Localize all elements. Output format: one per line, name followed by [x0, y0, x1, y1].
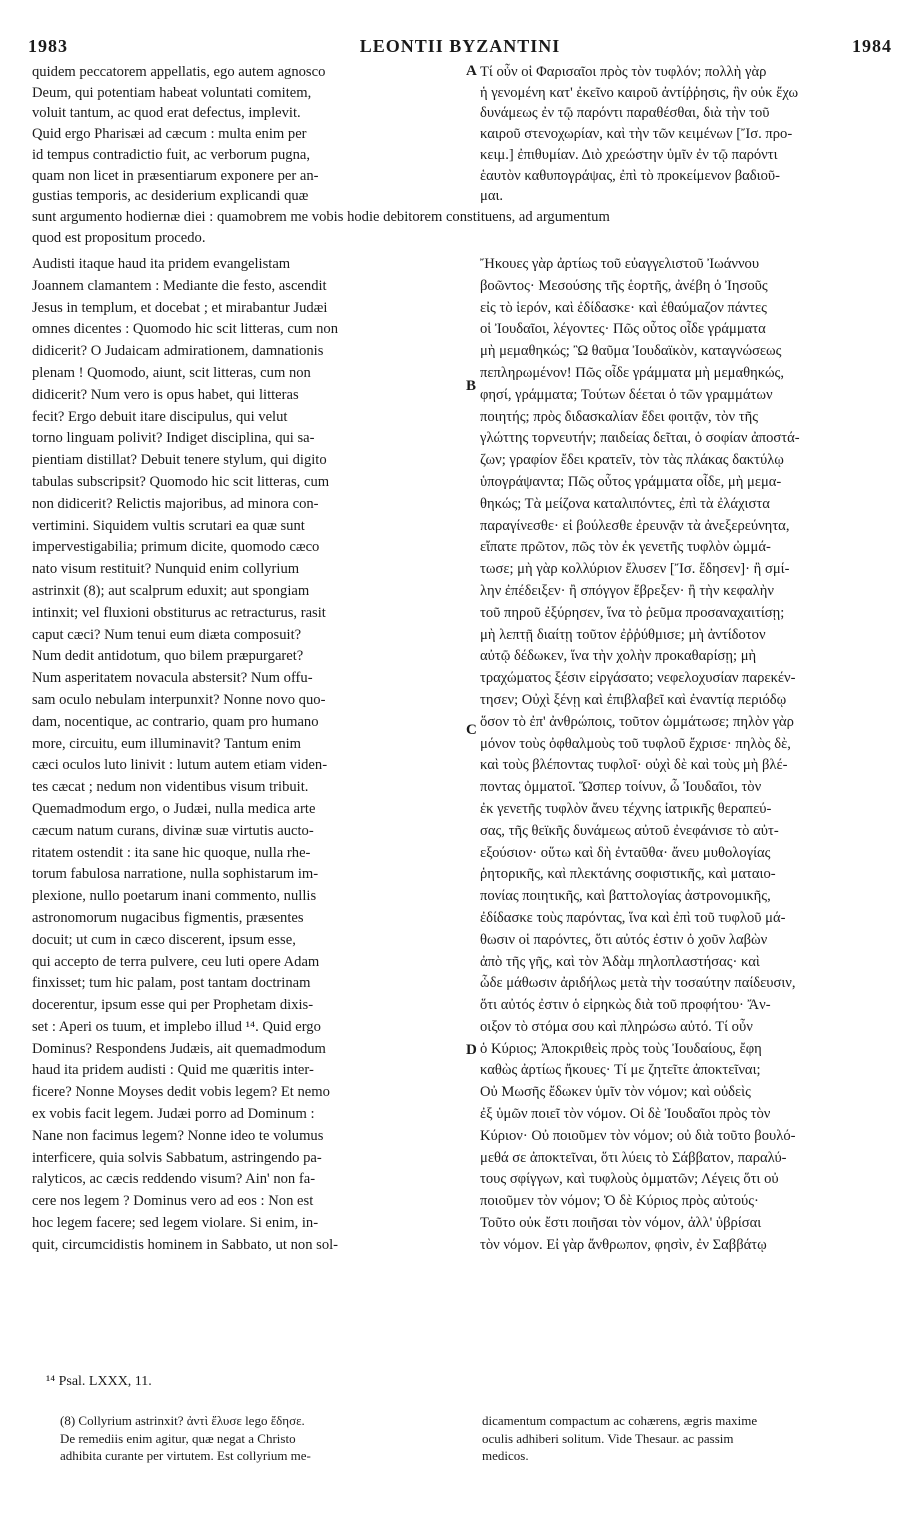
text-line: Ἤκουες γὰρ ἀρτίως τοῦ εὐαγγελιστοῦ Ἰωάννου [480, 256, 760, 272]
text-line: τους σφίγγων, καὶ τυφλοὺς ὀμματῶν; Λέγεις ὅτι οὐ [480, 1171, 779, 1188]
footnote-line: dicamentum compactum ac cohærens, ægris maxime [482, 1413, 758, 1428]
latin-intro-column [32, 62, 462, 207]
text-line: τησεν; Οὐχὶ ξένῃ καὶ ἐπιβλαβεῖ καὶ ἐναντίᾳ περιόδῳ [480, 691, 787, 708]
scripture-reference-footnote: ¹⁴ Psal. LXXX, 11. [46, 1374, 152, 1389]
text-line: intinxit; vel fluxioni obstiturus ac retracturus, rasit [32, 604, 326, 621]
margin-letter-a: A [466, 63, 477, 79]
text-line: set : Aperi os tuum, et implebo illud ¹⁴. Quid ergo [32, 1018, 321, 1035]
text-line: interficere, quia solvis Sabbatum, astringendo pa- [32, 1149, 322, 1166]
page-number-left: 1983 [28, 36, 68, 56]
latin-main-column [32, 254, 462, 1257]
latin-intro-end [32, 228, 462, 249]
text-line: gustias temporis, ac desiderium explicandi quæ [32, 188, 309, 205]
text-line: Οὐ Μωσῆς ἔδωκεν ὑμῖν τὸν νόμον; καὶ οὐδεὶς [480, 1084, 751, 1101]
text-line: haud ita pridem audisti : Quid me quæritis inter- [32, 1062, 314, 1079]
greek-main-column [480, 254, 910, 1257]
text-line: ἀπὸ τῆς γῆς, καὶ τὸν Ἀδὰμ πηλοπλαστήσας· καὶ [480, 953, 760, 970]
text-line: quit, circumcidistis hominem in Sabbato, ut non sol- [32, 1236, 339, 1253]
text-line: μόνον τοὺς ὀφθαλμοὺς τοῦ τυφλοῦ ἔχρισε· πηλὸς δὲ, [480, 735, 791, 752]
text-line: ὁ Κύριος; Ἀποκριθεὶς πρὸς τοὺς Ἰουδαίους, ἔφη [480, 1040, 762, 1057]
text-line: τραχώματος ξέσιν εἰργάσατο; νεφελοχυσίαν παρεκέν- [480, 670, 796, 687]
text-line: cæcum natum curans, divinæ suæ virtutis aucto- [32, 822, 314, 839]
text-line: ὅσον τὸ ἐπ' ἀνθρώποις, τοῦτον ὠμμάτωσε; πηλὸν γὰρ [480, 713, 794, 730]
text-line: οιξον τὸ στόμα σου καὶ πληρώσω αὐτό. Τί οὖν [480, 1018, 753, 1035]
text-line: φησί, γράμματα; Τούτων δέεται ὁ τῶν γραμμάτων [480, 386, 773, 403]
margin-letter-c: C [466, 722, 477, 738]
text-line: ralyticos, ac cæcis reddendo visum? Ain' non fa- [32, 1171, 316, 1188]
text-line: βοῶντος· Μεσούσης τῆς ἑορτῆς, ἀνέβη ὁ Ἰησοῦς [480, 277, 768, 294]
text-line: τὸν νόμον. Εἰ γὰρ ἄνθρωπον, φησὶν, ἐν Σαββάτῳ [480, 1236, 767, 1253]
text-line: plexione, nullo poetarum inani commento, nullis [32, 888, 317, 905]
text-line: plenam ! Quomodo, aiunt, scit litteras, cum non [32, 364, 311, 381]
text-line: ῥητορικῆς, καὶ πλεκτάνης σοφιστικῆς, καὶ ματαιο- [480, 866, 776, 883]
text-line: τοῦ πηροῦ ἐξύρησεν, ἵνα τὸ ῥεῦμα προσαναχαιτίσῃ; [480, 604, 785, 621]
margin-letter-b: B [466, 378, 477, 394]
text-line: ἑαυτὸν καθυπογράψας, ἐπὶ τὸ προκείμενον βαδιοῦ- [480, 167, 780, 184]
text-line: Τί οὖν οἱ Φαρισαῖοι πρὸς τὸν τυφλόν; πολλὴ γὰρ [480, 64, 767, 80]
text-line: ἡ γενομένη κατ' ἐκεῖνο καιροῦ ἀντίῤῥησις, ἣν οὐκ ἔχω [480, 84, 799, 101]
text-line: sam oculo nebulam interpunxit? Nonne novo quo- [32, 691, 326, 708]
text-line: ex vobis facit legem. Judæi porro ad Dominum : [32, 1106, 315, 1123]
greek-intro-column [480, 62, 910, 207]
text-line: docuit; ut cum in cæco discerent, ipsum esse, [32, 931, 296, 948]
text-line: qui accepto de terra pulvere, ceu luti opere Adam [32, 953, 320, 970]
text-line: γλώττης τορνευτήν; παιδείας δεῖται, ὁ σοφίαν ἀποστά- [480, 430, 800, 447]
text-line: θηκώς; Τὰ μείζονα καταλιπόντες, ἐπὶ τὰ ἐλάχιστα [480, 495, 770, 512]
text-line: quod est propositum procedo. [32, 230, 206, 246]
text-line: ποιοῦμεν τὸν νόμον; Ὁ δὲ Κύριος πρὸς αὐτούς· [480, 1193, 759, 1210]
text-line: ζων; γραφίον ἔδει κρατεῖν, τὸν τὰς πλάκας δακτύλῳ [480, 452, 784, 469]
text-line: Τοῦτο οὐκ ἔστι ποιῆσαι τὸν νόμον, ἀλλ' ὑβρίσαι [480, 1215, 762, 1232]
text-line: μεθά σε ἀποκτεῖναι, ὅτι λύεις τὸ Σάββατον, παραλύ- [480, 1149, 787, 1166]
full-width-line [32, 207, 912, 228]
text-line: εἰς τὸ ἱερόν, καὶ ἐδίδασκε· καὶ ἐθαύμαζον πάντες [480, 299, 767, 316]
text-line: cere nos legem ? Dominus vero ad eos : Non est [32, 1193, 314, 1210]
text-line: omnes dicentes : Quomodo hic scit litteras, cum non [32, 321, 339, 338]
text-line: tabulas subscripsit? Quomodo hic scit litteras, cum [32, 473, 330, 490]
footnote-line: medicos. [482, 1448, 529, 1463]
text-line: finxisset; tum hic palam, post tantam doctrinam [32, 975, 311, 992]
text-line: καθὼς ἀρτίως ἤκουες· Τί με ζητεῖτε ἀποκτεῖναι; [480, 1062, 761, 1079]
footnote-line: oculis adhiberi solitum. Vide Thesaur. ac passim [482, 1430, 734, 1446]
footnote-right [482, 1412, 902, 1465]
footnote-line: (8) Collyrium astrinxit? ἀντὶ ἔλυσε lego ἔδησε. [60, 1413, 305, 1428]
text-line: ὧδε μάθωσιν ἀριδήλως μετὰ τὴν τοσαύτην παίδευσιν, [480, 975, 796, 992]
text-line: quam non licet in præsentiarum exponere per an- [32, 167, 319, 184]
text-line: παραγίνεσθε· εἰ βούλεσθε ἐρευνᾷν τὰ ἀνεξερεύνητα, [480, 517, 790, 534]
text-line: καιροῦ στενοχωρίαν, καὶ τὴν τῶν κειμένων [Ἴσ. προ- [480, 126, 793, 143]
text-line: Dominus? Respondens Judæis, ait quemadmodum [32, 1040, 326, 1057]
text-line: ἐδίδασκε τοὺς παρόντας, ἵνα καὶ ἐπὶ τοῦ τυφλοῦ μά- [480, 909, 786, 926]
text-line: θωσιν οἱ παρόντες, ὅτι αὐτός ἐστιν ὁ χοῦν λαβὼν [480, 931, 768, 948]
text-line: ritatem ostendit : ita sane hic quoque, nulla rhe- [32, 844, 311, 861]
text-line: voluit tantum, ac quod erat defectus, implevit. [32, 105, 301, 122]
running-title: LEONTII BYZANTINI [359, 36, 561, 56]
text-line: torum fabulosa narratione, nulla sophistarum im- [32, 866, 319, 883]
text-line: μὴ λεπτῇ διαίτῃ τοῦτον ἐῤῥύθμισε; μὴ ἀντίδοτον [480, 626, 766, 643]
running-header [28, 36, 892, 60]
text-line: λην ἐπέδειξεν· ἢ σπόγγον ἔβρεξεν· ἢ τὴν κεφαλὴν [480, 582, 774, 599]
text-line: tes cæcat ; nedum non videntibus visum tribuit. [32, 779, 309, 796]
text-line: Κύριον· Οὐ ποιοῦμεν τὸν νόμον; οὐ διὰ τοῦτο βουλό- [480, 1127, 796, 1144]
text-line: nato visum restituit? Nunquid enim collyrium [32, 561, 300, 578]
text-line: didicerit? O Judaicam admirationem, damnationis [32, 343, 324, 360]
text-line: pientiam distillat? Debuit tenere stylum, qui digito [32, 452, 327, 469]
text-line: Num asperitatem novacula abstersit? Num offu- [32, 670, 313, 687]
text-line: Nane non facimus legem? Nonne ideo te volumus [32, 1127, 324, 1144]
text-line: κειμ.] ἐπιθυμίαν. Διὸ χρεώστην ὑμῖν ἐν τῷ παρόντι [480, 146, 778, 163]
text-line: ἐξ ὑμῶν ποιεῖ τὸν νόμον. Οἱ δὲ Ἰουδαῖοι πρὸς τὸν [480, 1106, 771, 1123]
text-line: σας, τῆς θεϊκῆς δυνάμεως αὐτοῦ ἐνεφάνισε τὸ αὐτ- [480, 822, 779, 839]
text-line: Joannem clamantem : Mediante die festo, ascendit [32, 277, 327, 294]
footnote-line: adhibita curante per virtutem. Est collyrium me- [60, 1448, 311, 1463]
text-line: αὐτῷ δέδωκεν, ἵνα τὴν χολὴν προκαθαρίσῃ; μὴ [480, 648, 757, 665]
text-line: torno linguam polivit? Indiget disciplina, qui sa- [32, 430, 315, 447]
text-line: μὴ μεμαθηκώς; Ὢ θαῦμα Ἰουδαϊκὸν, καταγνώσεως [480, 343, 782, 360]
text-line: Quid ergo Pharisæi ad cæcum : multa enim per [32, 126, 307, 143]
text-line: cæci oculos luto linivit : lutum autem etiam viden- [32, 757, 328, 774]
text-line: καὶ τοὺς βλέποντας τυφλοῖ· οὐχὶ δὲ καὶ τοὺς μὴ βλέ- [480, 757, 788, 774]
page-number-right: 1984 [852, 36, 892, 56]
text-line: impervestigabilia; primum dicite, quomodo cæco [32, 539, 320, 556]
text-line: caput cæci? Num tenui eum diæta composuit? [32, 626, 302, 643]
text-line: id tempus contradictio fuit, ac verborum pugna, [32, 146, 311, 163]
text-line: δυνάμεως ἐν τῷ παρόντι παραθέσθαι, διὰ τὴν τοῦ [480, 105, 770, 122]
text-line: ποιητής; πρὸς διδασκαλίαν ἔδει φοιτᾷν, τὸν τῆς [480, 408, 758, 425]
text-line: τωσε; μὴ γὰρ κολλύριον ἔλυσεν [Ἴσ. ἔδησεν]· ἢ σμί- [480, 561, 790, 578]
text-line: ἐκ γενετῆς τυφλὸν ἄνευ τέχνης ἰατρικῆς θεραπεύ- [480, 800, 772, 817]
text-line: πεπληρωμένον! Πῶς οἶδε γράμματα μὴ μεμαθηκώς, [480, 364, 784, 381]
text-line: docerentur, ipsum esse qui per Prophetam dixis- [32, 997, 314, 1014]
text-line: εξούσιον· οὕτω καὶ δὴ ἐνταῦθα· ἄνευ μυθολογίας [480, 844, 771, 861]
text-line: Jesus in templum, et docebat ; et mirabantur Judæi [32, 299, 328, 316]
text-line: ὑπογράψαντα; Πῶς οὗτος γράμματα οἶδε, μὴ μεμα- [480, 473, 782, 490]
text-line: hoc legem facere; sed legem violare. Si enim, in- [32, 1215, 319, 1232]
margin-letter-d: D [466, 1042, 477, 1058]
text-line: μαι. [480, 188, 504, 205]
text-line: πονίας ποιητικῆς, καὶ βαττολογίας ἀστρονομικῆς, [480, 888, 771, 905]
text-line: sunt argumento hodiernæ diei : quamobrem me vobis hodie debitorem constituens, ad argumentum [32, 209, 610, 225]
footnote-line: De remediis enim agitur, quæ negat a Christo [60, 1430, 296, 1446]
text-line: Deum, qui potentiam habeat voluntati comitem, [32, 84, 312, 101]
text-line: vertimini. Siquidem vultis scrutari ea quæ sunt [32, 517, 305, 534]
text-line: more, circuitu, eum illuminavit? Tantum enim [32, 735, 302, 752]
text-line: Quemadmodum ergo, o Judæi, nulla medica arte [32, 800, 316, 817]
text-line: quidem peccatorem appellatis, ego autem agnosco [32, 64, 326, 80]
text-line: non didicerit? Relictis majoribus, ad minora con- [32, 495, 319, 512]
text-line: εἴπατε πρῶτον, πῶς τὸν ἐκ γενετῆς τυφλὸν ὠμμά- [480, 539, 771, 556]
text-line: dam, nocentique, ac contrario, quam pro humano [32, 713, 319, 730]
text-line: ποντας ὀμματοῖ. Ὥσπερ τοίνυν, ὦ Ἰουδαῖοι, τὸν [480, 779, 762, 796]
text-line: Num dedit antidotum, quo bilem præpurgaret? [32, 648, 304, 665]
text-line: Audisti itaque haud ita pridem evangelistam [32, 256, 291, 272]
text-line: fecit? Ergo debuit itare discipulus, qui velut [32, 408, 288, 425]
text-line: astronomorum nugacibus figmentis, præsentes [32, 909, 304, 926]
text-line: ὅτι αὐτός ἐστιν ὁ εἰρηκὼς διὰ τοῦ προφήτου· Ἄν- [480, 997, 771, 1014]
text-line: didicerit? Num vero is opus habet, qui litteras [32, 386, 299, 403]
text-line: οἱ Ἰουδαῖοι, λέγοντες· Πῶς οὗτος οἶδε γράμματα [480, 321, 766, 338]
text-line: ficere? Nonne Moyses dedit vobis legem? Et nemo [32, 1084, 330, 1101]
footnote-left [60, 1412, 460, 1465]
text-line: astrinxit (8); aut scalprum eduxit; aut spongiam [32, 582, 310, 599]
